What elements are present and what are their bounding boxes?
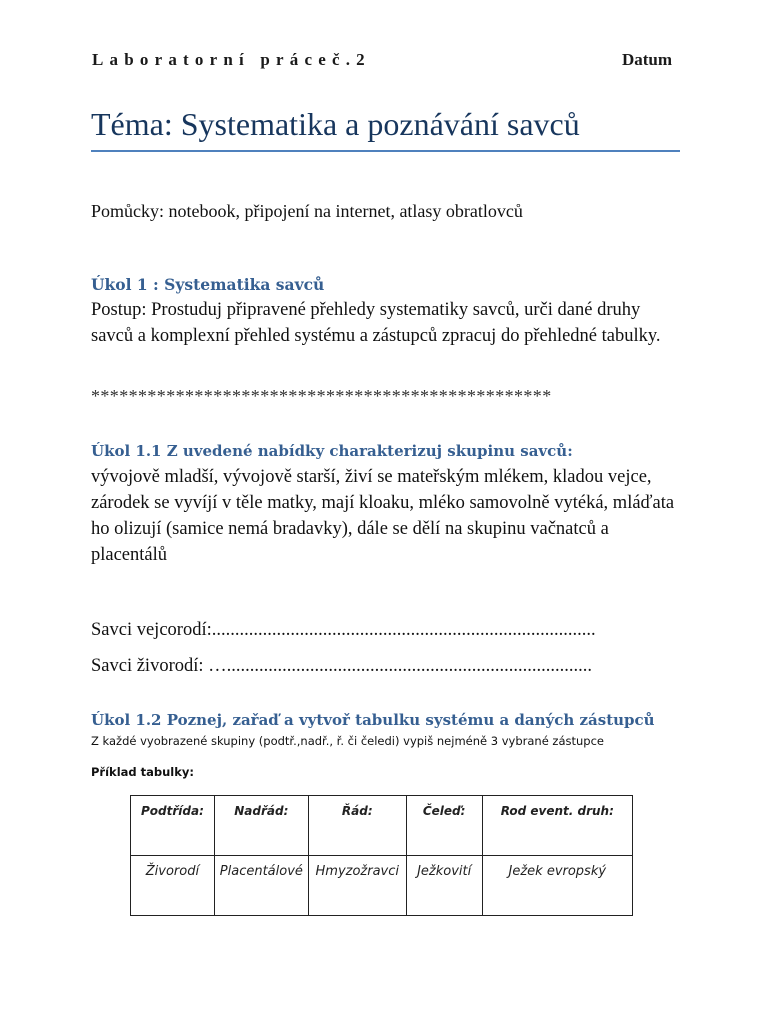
header-cell-family: Čeleď:: [406, 796, 482, 856]
lab-work-title: Laboratorní práceč.2: [92, 50, 371, 69]
task12-instruction: Z každé vyobrazené skupiny (podtř.,nadř., ř. či čeledi) vypiš nejméně 3 vybrané zástupce: [91, 734, 604, 748]
date-label: Datum: [621, 50, 672, 69]
table-row: [131, 856, 633, 916]
separator-stars: *************************************************: [91, 386, 552, 406]
page-header: [92, 50, 672, 74]
cell-subclass: Živorodí: [131, 856, 215, 916]
egg-laying-fill-line: Savci vejcorodí:...................................................................................: [91, 620, 596, 640]
header-cell-order: Řád:: [308, 796, 406, 856]
task1-procedure: Postup: Prostuduj připravené přehledy systematiky savců, urči dané druhy savců a komplexní přehled systému a zástupců zpracuj do přehledné tabulky.: [91, 300, 661, 346]
task12-heading: Úkol 1.2 Poznej, zařaď a vytvoř tabulku systému a daných zástupců: [91, 711, 655, 729]
cell-genus-species: Ježek evropský: [482, 856, 632, 916]
cell-order: Hmyzožravci: [308, 856, 406, 916]
cell-family: Ježkovití: [406, 856, 482, 916]
header-cell-superorder: Nadřád:: [214, 796, 308, 856]
task11-heading: Úkol 1.1 Z uvedené nabídky charakterizuj skupinu savců:: [91, 442, 573, 460]
header-cell-subclass: Podtřída:: [131, 796, 215, 856]
cell-superorder: Placentálové: [214, 856, 308, 916]
title-underline: [91, 150, 680, 152]
task11-text: vývojově mladší, vývojově starší, živí se mateřským mlékem, kladou vejce, zárodek se vyvíjí v těle matky, mají kloaku, mléko samovolně vytéká, mláďata ho olizují (samice nemá bradavky), dále se dělí na skupinu vačnatců a placentálů: [91, 467, 675, 565]
viviparous-fill-line: Savci živorodí: …...............................................................................: [91, 656, 593, 676]
tools-line: Pomůcky: notebook, připojení na internet, atlasy obratlovců: [91, 201, 523, 221]
example-table-label: Příklad tabulky:: [91, 765, 194, 779]
header-cell-genus-species: Rod event. druh:: [482, 796, 632, 856]
table-header-row: [131, 796, 633, 856]
task1-heading: Úkol 1 : Systematika savců: [91, 275, 325, 294]
page-title: Téma: Systematika a poznávání savců: [91, 106, 580, 142]
example-table: [130, 795, 633, 916]
